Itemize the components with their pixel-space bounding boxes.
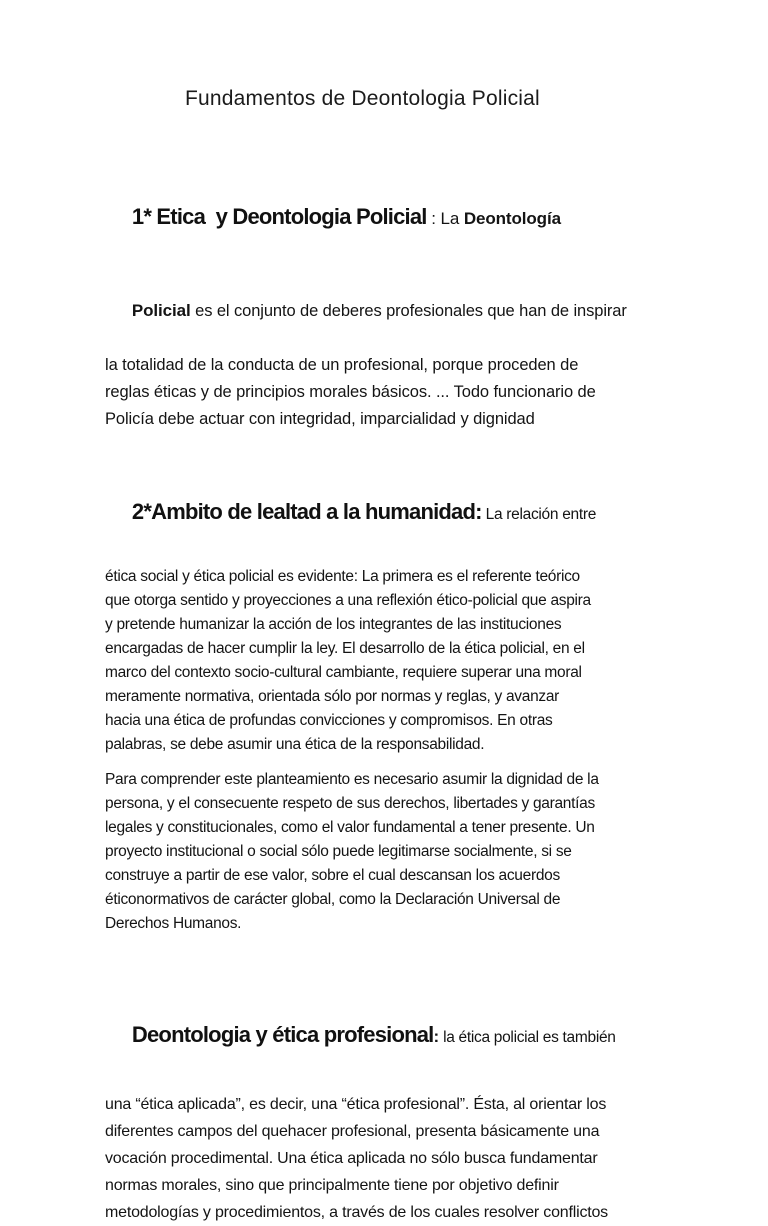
text-line: legales y constitucionales, como el valor fundamental a tener presente. Un xyxy=(105,819,595,836)
section-heading: 2*Ambito de lealtad a la humanidad: xyxy=(131,499,482,524)
text-line: meramente normativa, orientada sólo por normas y reglas, y avanzar xyxy=(105,688,560,705)
heading-bold-term: Deontología xyxy=(463,209,561,228)
text-line: palabras, se debe asumir una ética de la responsabilidad. xyxy=(105,736,485,753)
section-heading-line xyxy=(105,461,728,565)
document-title: Fundamentos de Deontologia Policial xyxy=(185,87,540,110)
text-line: éticonormativos de carácter global, como la Declaración Universal de xyxy=(105,891,561,908)
text-line: construye a partir de ese valor, sobre el cual descansan los acuerdos xyxy=(105,867,560,884)
text-line: diferentes campos del quehacer profesional, presenta básicamente una xyxy=(105,1123,600,1140)
section-heading: Deontologia y ética profesional xyxy=(131,1022,434,1047)
text-line: una “ética aplicada”, es decir, una “ética profesional”. Ésta, al orientar los xyxy=(105,1096,607,1113)
text-line: metodologías y procedimientos, a través de los cuales resolver conflictos xyxy=(105,1204,608,1221)
text-line: proyecto institucional o social sólo puede legitimarse socialmente, si se xyxy=(105,843,572,860)
heading-colon: : xyxy=(433,1027,440,1046)
text-line: marco del contexto socio-cultural cambiante, requiere superar una moral xyxy=(105,664,582,681)
section-deontologia-y-etica-profesional xyxy=(105,981,728,1226)
text-segment: es el conjunto de deberes profesionales que han de inspirar xyxy=(190,302,627,320)
text-line xyxy=(105,270,728,352)
text-line: reglas éticas y de principios morales básicos. ... Todo funcionario de xyxy=(105,383,596,401)
text-line: Derechos Humanos. xyxy=(105,915,242,932)
text-segment: La relación entre xyxy=(481,506,597,523)
section-ambito-de-lealtad xyxy=(105,461,728,757)
section-heading-line xyxy=(105,166,728,270)
text-line: normas morales, sino que principalmente tiene por objetivo definir xyxy=(105,1177,559,1194)
section-etica-y-deontologia xyxy=(105,166,728,433)
text-line: persona, y el consecuente respeto de sus derechos, libertades y garantías xyxy=(105,795,595,812)
text-line: encargadas de hacer cumplir la ley. El desarrollo de la ética policial, en el xyxy=(105,640,585,657)
bold-term: Policial xyxy=(131,301,191,320)
paragraph-dignidad-de-la-persona xyxy=(105,768,728,936)
text-line: hacia una ética de profundas convicciones y compromisos. En otras xyxy=(105,712,553,729)
text-line: Para comprender este planteamiento es necesario asumir la dignidad de la xyxy=(105,771,599,788)
text-line: ética social y ética policial es evidente: La primera es el referente teórico xyxy=(105,568,580,585)
text-line: Policía debe actuar con integridad, imparcialidad y dignidad xyxy=(105,410,535,428)
heading-separator-text: : La xyxy=(426,209,464,228)
section-heading-line xyxy=(105,981,728,1091)
section-heading: 1* Etica y Deontologia Policial xyxy=(131,204,427,229)
text-line: que otorga sentido y proyecciones a una reflexión ético-policial que aspira xyxy=(105,592,591,609)
text-segment: la ética policial es también xyxy=(439,1029,616,1046)
text-line: vocación procedimental. Una ética aplicada no sólo busca fundamentar xyxy=(105,1150,598,1167)
text-line: la totalidad de la conducta de un profesional, porque proceden de xyxy=(105,356,579,374)
text-line: y pretende humanizar la acción de los integrantes de las instituciones xyxy=(105,616,562,633)
